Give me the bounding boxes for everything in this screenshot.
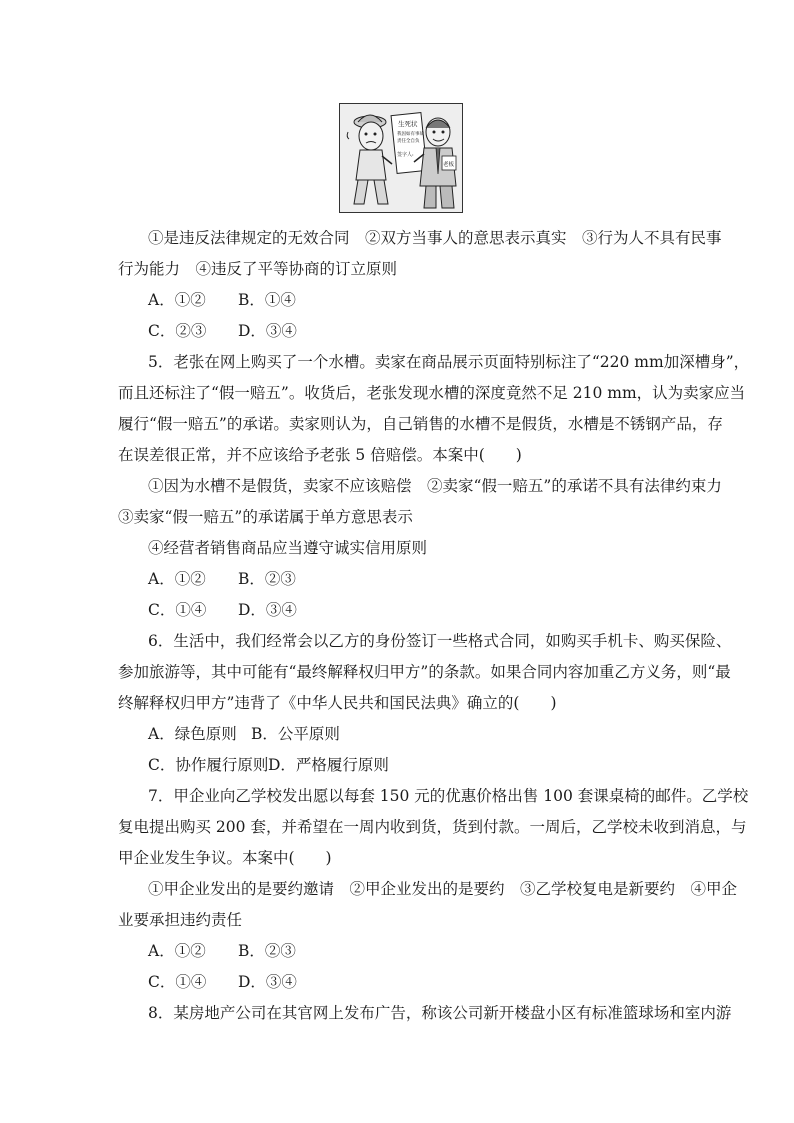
q5-stem-line-1: 5．老张在网上购买了一个水槽。卖家在商品展示页面特别标注了“220 mm加深槽身”，	[148, 353, 750, 371]
cartoon-drawing	[340, 104, 462, 212]
q6-stem-line-2: 参加旅游等，其中可能有“最终解释权归甲方”的条款。如果合同内容加重乙方义务，则“最	[118, 663, 731, 681]
q5-option-a[interactable]: A．①②	[148, 570, 206, 588]
q7-option-a[interactable]: A．①②	[148, 942, 206, 960]
sign-line-2: 我因如有事故	[397, 132, 424, 137]
q5-option-c[interactable]: C．①④	[148, 601, 207, 619]
q6-stem-line-1: 6．生活中，我们经常会以乙方的身份签订一些格式合同，如购买手机卡、购买保险、	[148, 632, 732, 650]
q6-stem-line-3: 终解释权归甲方”违背了《中华人民共和国民法典》确立的( )	[118, 694, 557, 712]
q7-stem-line-3: 甲企业发生争议。本案中( )	[118, 849, 332, 867]
boss-label: 老板	[443, 162, 455, 168]
q7-statement-line-1: ①甲企业发出的是要约邀请 ②甲企业发出的是要约 ③乙学校复电是新要约 ④甲企	[148, 880, 738, 898]
q5-stem-line-4: 在误差很正常，并不应该给予老张 5 倍赔偿。本案中( )	[118, 446, 522, 464]
q4-option-d[interactable]: D．③④	[238, 322, 297, 340]
q7-option-c[interactable]: C．①④	[148, 973, 207, 991]
q4-option-c[interactable]: C．②③	[148, 322, 207, 340]
q4-option-a[interactable]: A．①②	[148, 291, 206, 309]
q7-stem-line-1: 7．甲企业向乙学校发出愿以每套 150 元的优惠价格出售 100 套课桌椅的邮件。乙学校	[148, 787, 749, 805]
q6-option-b[interactable]: B．公平原则	[251, 725, 340, 743]
q6-option-a[interactable]: A．绿色原则	[148, 725, 237, 743]
q5-statement-line-1: ①因为水槽不是假货，卖家不应该赔偿 ②卖家“假一赔五”的承诺不具有法律约束力	[148, 477, 722, 495]
q4-option-b[interactable]: B．①④	[238, 291, 296, 309]
q7-option-d[interactable]: D．③④	[238, 973, 297, 991]
sign-line-3: 责任全自负	[397, 139, 420, 144]
q7-statement-line-2: 业要承担违约责任	[118, 911, 243, 929]
q7-option-b[interactable]: B．②③	[238, 942, 296, 960]
q5-option-b[interactable]: B．②③	[238, 570, 296, 588]
q5-stem-line-2: 而且还标注了“假一赔五”。收货后，老张发现水槽的深度竟然不足 210 mm，认为卖家应当	[118, 384, 746, 402]
q4-statements-line-1: ①是违反法律规定的无效合同 ②双方当事人的意思表示真实 ③行为人不具有民事	[148, 229, 722, 247]
q8-stem-line-1: 8．某房地产公司在其官网上发布广告，称该公司新开楼盘小区有标准篮球场和室内游	[148, 1004, 732, 1022]
q7-stem-line-2: 复电提出购买 200 套，并希望在一周内收到货，货到付款。一周后，乙学校未收到消息，与	[118, 818, 747, 836]
sign-line-1: 生死状	[398, 120, 418, 128]
q5-statement-line-2: ③卖家“假一赔五”的承诺属于单方意思表示	[118, 508, 413, 526]
cartoon-illustration	[339, 103, 463, 213]
q6-option-d[interactable]: D．严格履行原则	[268, 756, 389, 774]
q5-stem-line-3: 履行“假一赔五”的承诺。卖家则认为，自己销售的水槽不是假货，水槽是不锈钢产品，存	[118, 415, 723, 433]
sign-label: 签字人:	[397, 152, 414, 158]
q5-statement-line-3: ④经营者销售商品应当遵守诚实信用原则	[148, 539, 428, 557]
q4-statements-line-2: 行为能力 ④违反了平等协商的订立原则	[118, 260, 398, 278]
q5-option-d[interactable]: D．③④	[238, 601, 297, 619]
q6-option-c[interactable]: C．协作履行原则	[148, 756, 269, 774]
